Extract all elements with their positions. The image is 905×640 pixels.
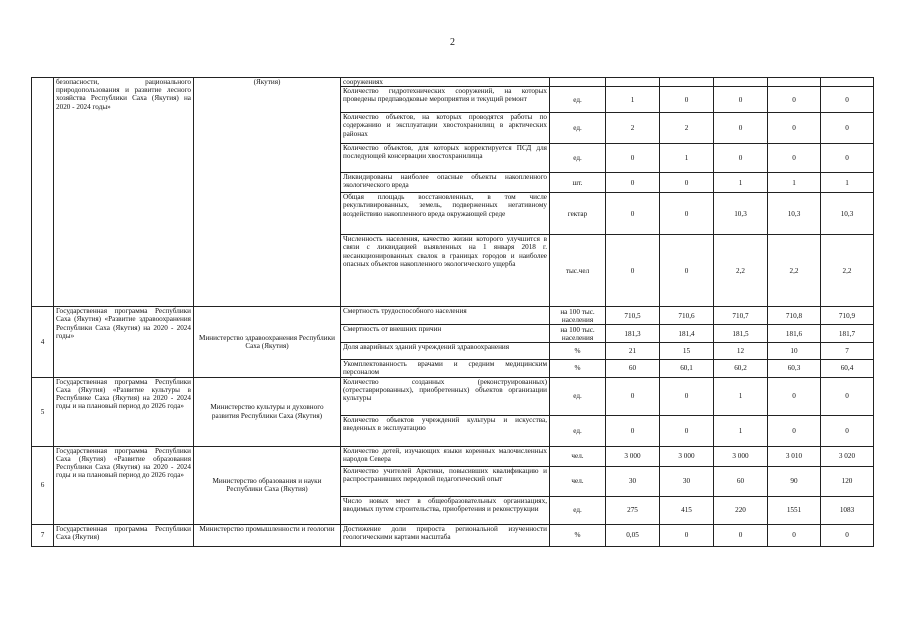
table-row	[32, 307, 874, 325]
row-number	[32, 78, 54, 307]
value-cell: 30	[606, 466, 660, 496]
unit-cell: %	[550, 343, 606, 360]
value-cell: 0	[660, 377, 714, 415]
value-cell: 60	[606, 360, 660, 377]
value-cell: 2,2	[768, 235, 821, 307]
value-cell: 415	[660, 496, 714, 524]
value-cell: 181,5	[714, 325, 768, 343]
value-cell: 15	[660, 343, 714, 360]
value-cell: 181,3	[606, 325, 660, 343]
value-cell: 0	[714, 87, 768, 113]
value-cell: 0	[768, 144, 821, 173]
value-cell: 0	[606, 235, 660, 307]
indicators-table	[31, 77, 874, 547]
indicator-name: Укомплектованность врачами и средним медицинским персоналом	[341, 360, 550, 377]
ministry-name: Министерство культуры и духовного развития Республики Саха (Якутия)	[194, 377, 341, 446]
value-cell: 21	[606, 343, 660, 360]
unit-cell: ед.	[550, 113, 606, 144]
value-cell: 60	[714, 466, 768, 496]
value-cell	[821, 78, 874, 87]
value-cell: 0	[606, 377, 660, 415]
indicator-name: сооружениях	[341, 78, 550, 87]
value-cell: 710,8	[768, 307, 821, 325]
value-cell: 1	[660, 144, 714, 173]
value-cell: 0	[606, 415, 660, 446]
table-row	[32, 524, 874, 546]
value-cell: 60,2	[714, 360, 768, 377]
value-cell: 2	[660, 113, 714, 144]
indicator-name: Общая площадь восстановленных, в том числе рекультивированных, земель, подверженных негативному воздействию накопленного вреда окружающей среде	[341, 193, 550, 235]
value-cell: 181,7	[821, 325, 874, 343]
value-cell: 60,4	[821, 360, 874, 377]
value-cell: 710,7	[714, 307, 768, 325]
value-cell: 0,05	[606, 524, 660, 546]
value-cell: 60,1	[660, 360, 714, 377]
unit-cell: гектар	[550, 193, 606, 235]
value-cell: 0	[821, 377, 874, 415]
indicator-name: Количество учителей Арктики, повысивших квалификацию и распространивших передовой педагогический опыт	[341, 466, 550, 496]
value-cell: 0	[821, 415, 874, 446]
value-cell: 0	[714, 144, 768, 173]
indicator-name: Достижение доли прироста региональной изученности геологическими картами масштаба	[341, 524, 550, 546]
value-cell: 12	[714, 343, 768, 360]
value-cell: 220	[714, 496, 768, 524]
value-cell: 0	[821, 144, 874, 173]
table-row	[32, 446, 874, 466]
table-row	[32, 78, 874, 87]
indicator-name: Ликвидированы наиболее опасные объекты накопленного экологического вреда	[341, 173, 550, 193]
page-number: 2	[450, 37, 455, 48]
value-cell: 60,3	[768, 360, 821, 377]
value-cell: 710,6	[660, 307, 714, 325]
value-cell: 0	[660, 193, 714, 235]
value-cell: 0	[768, 415, 821, 446]
row-number: 7	[32, 524, 54, 546]
unit-cell: на 100 тыс. населения	[550, 307, 606, 325]
value-cell: 0	[714, 524, 768, 546]
value-cell: 10,3	[714, 193, 768, 235]
value-cell: 0	[606, 193, 660, 235]
unit-cell: %	[550, 360, 606, 377]
unit-cell: ед.	[550, 144, 606, 173]
value-cell: 2,2	[714, 235, 768, 307]
unit-cell: тыс.чел	[550, 235, 606, 307]
value-cell: 181,4	[660, 325, 714, 343]
value-cell: 120	[821, 466, 874, 496]
value-cell: 0	[768, 87, 821, 113]
value-cell: 0	[660, 87, 714, 113]
value-cell: 0	[714, 113, 768, 144]
value-cell	[714, 78, 768, 87]
value-cell: 10,3	[768, 193, 821, 235]
program-name: Государственная программа Республики Саха (Якутия)	[54, 524, 194, 546]
value-cell: 1083	[821, 496, 874, 524]
value-cell: 1	[606, 87, 660, 113]
indicator-name: Смертность от внешних причин	[341, 325, 550, 343]
program-name: Государственная программа Республики Саха (Якутия) «Развитие образования Республики Саха (Якутия) на 2020 - 2024 годы и на плановый период до 2026 года»	[54, 446, 194, 524]
indicator-name: Смертность трудоспособного населения	[341, 307, 550, 325]
value-cell: 0	[606, 144, 660, 173]
value-cell: 90	[768, 466, 821, 496]
value-cell: 0	[660, 235, 714, 307]
ministry-name: Министерство промышленности и геологии	[194, 524, 341, 546]
value-cell: 1	[821, 173, 874, 193]
value-cell: 1	[714, 415, 768, 446]
ministry-name: Министерство здравоохранения Республики Саха (Якутия)	[194, 307, 341, 377]
unit-cell: шт.	[550, 173, 606, 193]
value-cell: 710,5	[606, 307, 660, 325]
value-cell: 1	[714, 377, 768, 415]
program-name: Государственная программа Республики Саха (Якутия) «Развитие культуры в Республике Саха (Якутия) на 2020 - 2024 годы и на плановый период до 2026 года»	[54, 377, 194, 446]
unit-cell: ед.	[550, 496, 606, 524]
unit-cell	[550, 78, 606, 87]
value-cell: 1	[714, 173, 768, 193]
value-cell: 0	[768, 524, 821, 546]
value-cell: 10,3	[821, 193, 874, 235]
value-cell: 1551	[768, 496, 821, 524]
value-cell: 2	[606, 113, 660, 144]
unit-cell: %	[550, 524, 606, 546]
value-cell: 0	[821, 113, 874, 144]
value-cell: 3 000	[606, 446, 660, 466]
value-cell: 0	[660, 524, 714, 546]
program-name: Государственная программа Республики Саха (Якутия) «Развитие здравоохранения Республики Саха (Якутия) на 2020 - 2024 годы»	[54, 307, 194, 377]
indicator-name: Количество объектов, для которых корректируется ПСД для последующей консервации хвостохранилища	[341, 144, 550, 173]
value-cell	[606, 78, 660, 87]
ministry-name: (Якутия)	[194, 78, 341, 307]
value-cell: 1	[768, 173, 821, 193]
indicator-name: Число новых мест в общеобразовательных организациях, вводимых путем строительства, приобретения и реконструкции	[341, 496, 550, 524]
indicator-name: Количество детей, изучающих языки коренных малочисленных народов Севера	[341, 446, 550, 466]
unit-cell: на 100 тыс. населения	[550, 325, 606, 343]
row-number: 6	[32, 446, 54, 524]
program-name: безопасности, рационального природопользования и развитие лесного хозяйства Республики Саха (Якутия) на 2020 - 2024 годы»	[54, 78, 194, 307]
unit-cell: ед.	[550, 87, 606, 113]
value-cell: 3 000	[660, 446, 714, 466]
value-cell: 275	[606, 496, 660, 524]
value-cell: 0	[768, 377, 821, 415]
value-cell: 7	[821, 343, 874, 360]
indicator-name: Количество гидротехнических сооружений, на которых проведены предпаводковые мероприятия и текущий ремонт	[341, 87, 550, 113]
value-cell: 10	[768, 343, 821, 360]
value-cell: 2,2	[821, 235, 874, 307]
value-cell: 0	[660, 415, 714, 446]
ministry-name: Министерство образования и науки Республики Саха (Якутия)	[194, 446, 341, 524]
value-cell: 3 010	[768, 446, 821, 466]
indicator-name: Доля аварийных зданий учреждений здравоохранения	[341, 343, 550, 360]
indicator-name: Численность населения, качество жизни которого улучшится в связи с ликвидацией выявленных на 1 января 2018 г. несанкционированных свалок в границах городов и наиболее опасных объектов накопленного экологического ущерба	[341, 235, 550, 307]
value-cell: 0	[606, 173, 660, 193]
row-number: 5	[32, 377, 54, 446]
value-cell: 3 020	[821, 446, 874, 466]
unit-cell: чел.	[550, 446, 606, 466]
value-cell: 3 000	[714, 446, 768, 466]
indicator-name: Количество объектов учреждений культуры и искусства, введенных в эксплуатацию	[341, 415, 550, 446]
unit-cell: чел.	[550, 466, 606, 496]
table-row	[32, 377, 874, 415]
value-cell: 181,6	[768, 325, 821, 343]
indicator-name: Количество созданных (реконструированных) (отреставрированных), приобретенных) объектов организации культуры	[341, 377, 550, 415]
value-cell: 710,9	[821, 307, 874, 325]
value-cell: 0	[768, 113, 821, 144]
value-cell	[660, 78, 714, 87]
value-cell: 0	[821, 87, 874, 113]
indicator-name: Количество объектов, на которых проводятся работы по содержанию и эксплуатации хвостохранилищ в арктических районах	[341, 113, 550, 144]
value-cell: 30	[660, 466, 714, 496]
value-cell	[768, 78, 821, 87]
row-number: 4	[32, 307, 54, 377]
value-cell: 0	[821, 524, 874, 546]
unit-cell: ед.	[550, 377, 606, 415]
unit-cell: ед.	[550, 415, 606, 446]
value-cell: 0	[660, 173, 714, 193]
